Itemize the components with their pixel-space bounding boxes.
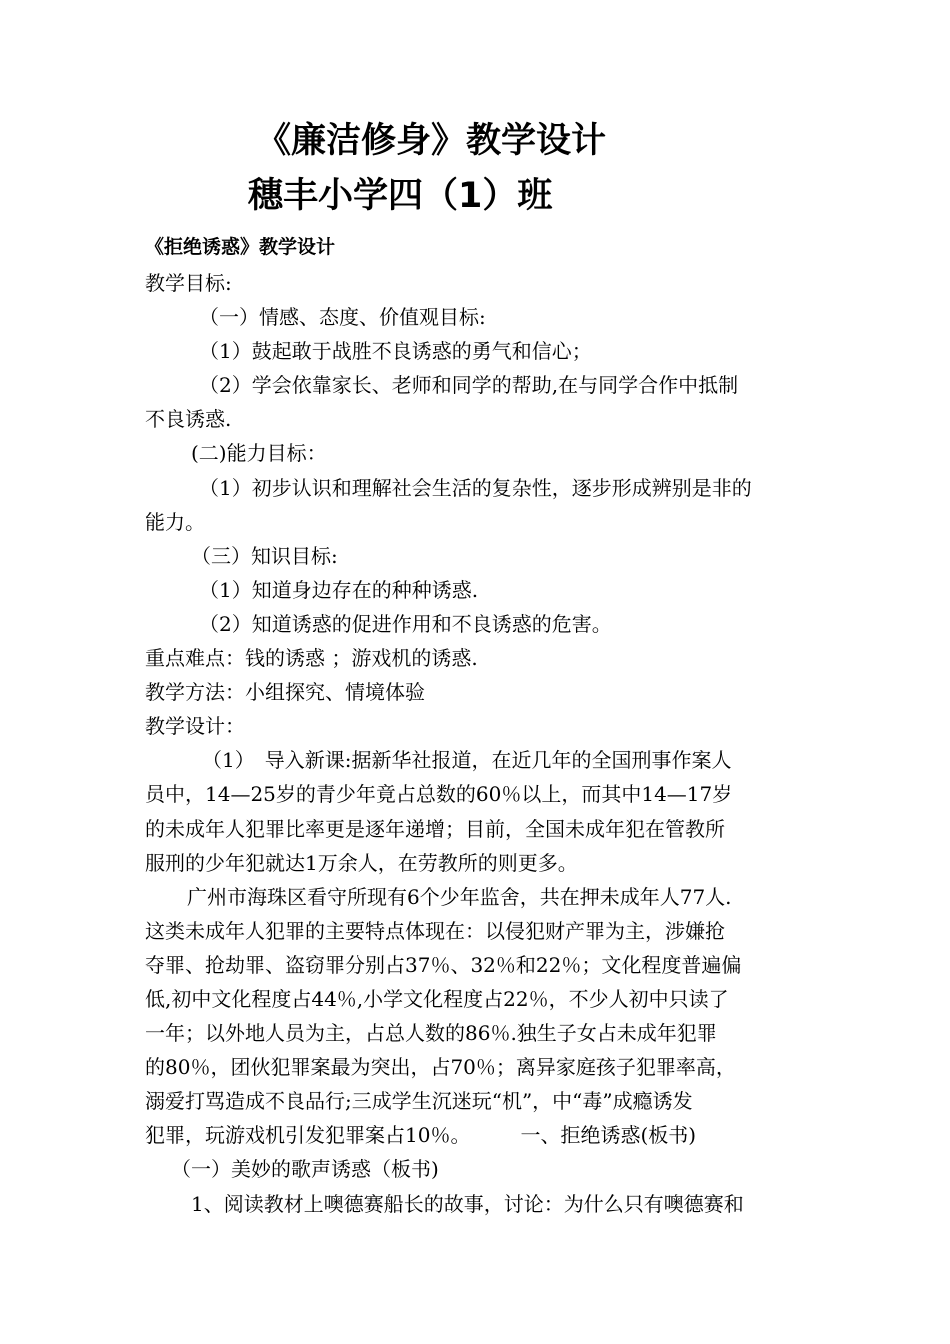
paragraph-line: （1）鼓起敢于战胜不良诱惑的勇气和信心； <box>199 339 592 364</box>
document-title: 《廉洁修身》教学设计 <box>256 121 607 161</box>
paragraph-line: 教学目标: <box>145 271 232 295</box>
paragraph-line: 一年；以外地人员为主，占总人数的86％.独生子女占未成年犯罪 <box>145 1021 717 1046</box>
paragraph-line: 溺爱打骂造成不良品行;三成学生沉迷玩“机”，中“毒”成瘾诱发 <box>145 1089 693 1114</box>
paragraph-line: 这类未成年人犯罪的主要特点体现在：以侵犯财产罪为主，涉嫌抢 <box>145 918 725 943</box>
paragraph-line: （1） 导入新课:据新华社报道，在近几年的全国刑事作案人 <box>202 748 732 773</box>
paragraph-line: 教学设计： <box>145 714 245 739</box>
paragraph-line: 服刑的少年犯就达1万余人，在劳教所的则更多。 <box>145 850 578 875</box>
paragraph-line: 员中，14—25岁的青少年竟占总数的60％以上，而其中14—17岁 <box>145 782 733 807</box>
paragraph-line: （2）学会依靠家长、老师和同学的帮助,在与同学合作中抵制 <box>199 373 739 398</box>
paragraph-line: 能力。 <box>145 509 205 534</box>
paragraph-line: （一）美妙的歌声诱惑（板书) <box>171 1157 439 1182</box>
paragraph-line: 夺罪、抢劫罪、盗窃罪分别占37％、32％和22％；文化程度普遍偏 <box>145 952 742 977</box>
paragraph-line: （三）知识目标: <box>191 543 338 568</box>
paragraph-line: （1）知道身边存在的种种诱惑. <box>199 577 479 602</box>
paragraph-line: 的未成年人犯罪比率更是逐年递增；目前，全国未成年犯在管教所 <box>145 816 725 841</box>
paragraph-line: （1）初步认识和理解社会生活的复杂性，逐步形成辨别是非的 <box>199 475 752 500</box>
paragraph-line: 的80％，团伙犯罪案最为突出，占70％；离异家庭孩子犯罪率高， <box>145 1055 736 1080</box>
paragraph-line: 1、阅读教材上噢德赛船长的故事，讨论：为什么只有噢德赛和 <box>191 1191 744 1216</box>
paragraph-line: 教学方法：小组探究、情境体验 <box>145 680 425 705</box>
paragraph-line: 不良诱惑. <box>145 407 232 432</box>
paragraph-line: (二)能力目标： <box>191 441 327 466</box>
paragraph-line: 重点难点：钱的诱惑 ；游戏机的诱惑. <box>145 646 478 671</box>
paragraph-line: （一）情感、态度、价值观目标: <box>199 305 486 330</box>
lesson-title: 《拒绝诱惑》教学设计 <box>145 236 336 258</box>
school-class-heading: 穗丰小学四（1）班 <box>248 176 553 216</box>
paragraph-line: 广州市海珠区看守所现有6个少年监舍，共在押未成年人77人. <box>187 884 732 909</box>
document-body <box>145 266 810 1221</box>
paragraph-line: （2）知道诱惑的促进作用和不良诱惑的危害。 <box>199 611 612 636</box>
paragraph-line: 犯罪，玩游戏机引发犯罪案占10％。 一、拒绝诱惑(板书) <box>145 1123 697 1148</box>
paragraph-line: 低,初中文化程度占44％,小学文化程度占22％，不少人初中只读了 <box>145 986 729 1011</box>
